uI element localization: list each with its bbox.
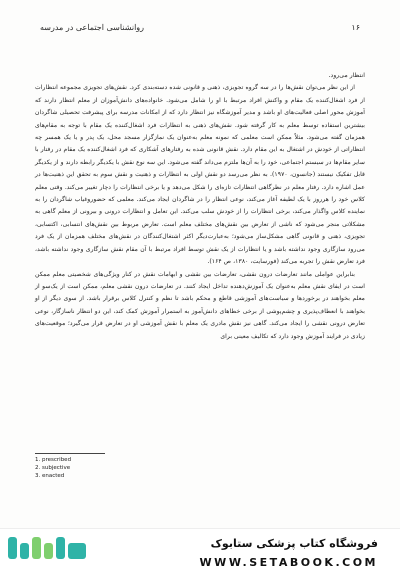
footnote-divider (35, 453, 105, 454)
footnote: 3. enacted (35, 473, 65, 479)
publisher-banner (0, 528, 400, 577)
shop-url[interactable]: WWW.SETABOOK.COM (199, 556, 378, 569)
page-number: ۱۶ (351, 22, 360, 32)
footnote: 2. subjective (35, 465, 71, 471)
body-text (35, 70, 365, 343)
paragraph: انتظار می‌رود. (328, 72, 365, 79)
footnote: 1. prescribed (35, 457, 72, 463)
shop-title: فروشگاه کتاب پزشکی ستابوک (210, 537, 378, 550)
paragraph: از این نظر می‌توان نقش‌ها را در سه گروه تجویزی، ذهنی و قانونی شده دسته‌بندی کرد. نقش‌های تجویزی مجموعه انتظارات از فرد اشغال‌کننده یک مقام و واکنش افراد مرتبط با او را شامل می‌شود. خانواده‌های دانش‌آموزان از معلم انتظار دارند که آموزش محور اصلی فعالیت‌های او باشد و مدیر آموزشگاه نیز انتظار دارد که از امکانات مدرسه برای پیشرفت تحصیلی شاگردان بیشترین استفاده توسط معلم به کار گرفته شود. نقش‌های ذهنی به انتظارات فرد اشغال‌کننده یک مقام با توجه به مقام‌های همزمان گفته می‌شود. مثلاً ممکن است معلمی که نمونه معلم به‌عنوان یک نمازگزار مسجد محل، یک پدر و یا یک همسر چه انتظاراتی از خودش در اشتغال به این مقام دارد. نقش قانونی شده به رفتارهای آشکاری که فرد اشغال‌کننده یک مقام در رفتار با سایر مقام‌ها در سیستم اجتماعی، خود را به آن‌ها ملتزم می‌داند گفته می‌شود. این سه نوع نقش با یکدیگر رابطه دارند و از یکدیگر قابل تفکیک نیستند (جانسون، ۱۹۷۰). به نظر می‌رسد دو نقش اولی به انتظارات و ذهنیت و نقش سوم به تحقق این ذهنیت‌ها در عمل اشاره دارد. رفتار معلم در نظرگاهی انتظارات تازه‌ای را شکل می‌دهد و یا برخی انتظارات را دچار تغییر می‌کند. وقتی معلم کلاس خود را هرروز با یک لطیفه آغاز می‌کند، نوعی انتظار را در شاگردان ایجاد می‌کند. معلمی که حضوروغیاب شاگردان را به نماینده کلاس واگذار می‌کند، برخی انتظارات را از خودش سلب می‌کند. این تعامل و انتظارات درونی و بیرونی از معلم گاهی به مشکلاتی منجر می‌شود که ناشی از تعارض بین نقش‌های مختلف معلم است. تعارض مربوط بین نقش‌های انتسابی، اکتسابی، تجویزی، ذهنی و قانونی گاهی مشکل‌ساز می‌شود؛ به‌عبارت‌دیگر اکثر اشتغال‌کنندگان در نقش‌های مختلف همزمان از یک فرد می‌رود سازگاری وجود نداشته باشد و یا انتظارات از یک نقش توسط افراد مرتبط با آن مقام نقش سازگاری وجود نداشته باشد، فرد تعارض نقش را تجربه می‌کند (فورسایت، ۱۳۸۰، ص ۱۶۴). (35, 84, 365, 266)
footnotes (35, 456, 155, 480)
running-title: روانشناسی اجتماعی در مدرسه (40, 22, 145, 32)
setabook-logo[interactable] (6, 533, 92, 573)
page-header (40, 20, 360, 34)
paragraph: بنابراین عواملی مانند تعارضات درون نقشی، تعارضات بین نقشی و ابهامات نقش در کنار ویژگی‌های شخصیتی معلم ممکن است در ایفای نقش معلم به‌عنوان یک آموزش‌دهنده تداخل ایجاد کنند. در تعارضات درون نقشی معلم، ممکن است از یک‌سو از معلم بخواهند در برخوردها و سیاست‌های آموزشی قاطع و محکم باشد تا نظم و کنترل کلاس برقرار باشد. از سوی دیگر از او بخواهند با انعطاف‌پذیری و چشم‌پوشی از برخی خطاهای دانش‌آموز به استمرار آموزش کمک کند، این دو انتظار ناسازگار، نوعی تعارض درونی نقشی را ایجاد می‌کند. گاهی نیز نقش مادری یک معلم با نقش آموزشی او در تعارض قرار می‌گیرد؛ موقعیت‌های زیادی در فرایند آموزش وجود دارد که تکالیف معینی برای (35, 270, 365, 340)
setabook-logo-icon (6, 533, 92, 573)
